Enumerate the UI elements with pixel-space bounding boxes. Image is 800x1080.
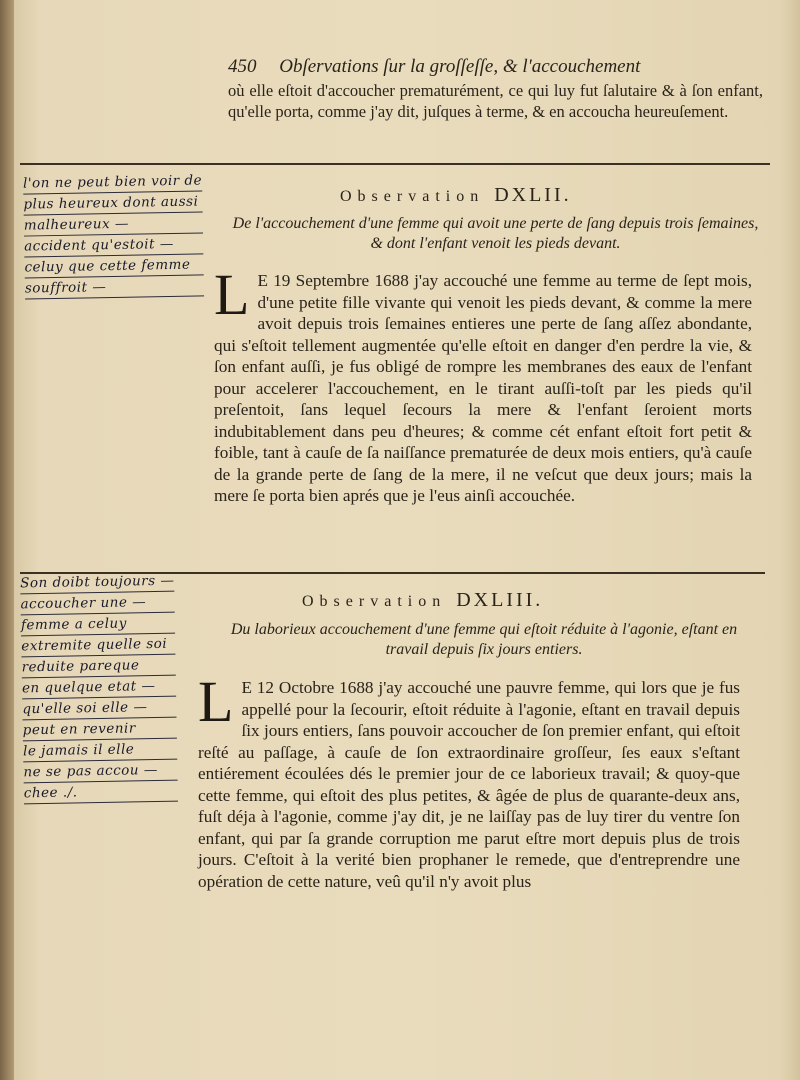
- observation-2-subtitle: Du laborieux accouchement d'une femme qui eſtoit réduite à l'agonie, eſtant en travail depuis ſix jours entiers.: [230, 621, 738, 658]
- observation-2-title: [302, 589, 543, 612]
- observation-2-text: E 12 Octobre 1688 j'ay accouché une pauvre femme, qui lors que je fus appellé pour la ſecourir, eſtoit réduite à l'agonie, eſtant en travail depuis ſix jours entiers, ſans pouvoir accoucher de ſon premier enfant, qui eſtoit reſté au paſſage, à cauſe de ſon extraordinaire groſſeur, ſes eaux s'eſtant entiérement écoulées dés le premier jour de ce laborieux travail; & quoy-que cette femme, qui eſtoit des plus petites, & âgée de plus de quarante-deux ans, fuſt déja à l'agonie, comme j'ay dit, je ne laiſſay pas de luy tirer du ventre ſon enfant, qui par ſa grande corruption me parut eſtre mort depuis plus de trois jours. C'eſtoit à la verité bien prophaner le remede, que d'entreprendre une opération de cette nature, veû qu'il n'y avoit plus: [198, 678, 740, 891]
- note-2-line: femme a celuy: [21, 613, 176, 637]
- note-2-line: qu'elle soi elle —: [22, 697, 177, 721]
- note-2-line: chee ./.: [24, 781, 179, 805]
- note-1-line: malheureux —: [24, 212, 203, 236]
- note-2-line: peut en revenir: [23, 718, 178, 742]
- note-1-line: souffroit —: [25, 275, 204, 299]
- note-2-line: accoucher une —: [20, 592, 175, 616]
- note-1-line: accident qu'estoit —: [24, 233, 203, 257]
- note-1-line: celuy que cette femme: [24, 254, 203, 278]
- observation-1-text: E 19 Septembre 1688 j'ay accouché une femme au terme de ſept mois, d'une petite fille vivante qui venoit les pieds devant, & comme la mere avoit depuis trois ſemaines entieres une perte de ſang aſſez abondante, qui s'eſtoit tellement augmentée qu'elle eſtoit en danger d'en perdre la vie, & ſon enfant auſſi, je fus obligé de rompre les membranes des eaux de l'enfant pour accelerer l'accouchement, en le tirant auſſi-toſt par les pieds qu'il preſentoit, ſans lequel ſecours la mere & l'enfant ſeroient morts indubitablement dans peu d'heures; & comme cét enfant eſtoit fort petit & foible, tant à cauſe de ſa naiſſance prematurée de deux mois entiers, qu'à cauſe de la grande perte de ſang de la mere, il ne veſcut que deux jours; mais la mere ſe porta bien aprés que je l'eus ainſi accouchée.: [214, 271, 752, 505]
- observation-1-label: Observation: [340, 188, 485, 205]
- observation-1-dropcap: L: [214, 262, 250, 327]
- intro-paragraph: où elle eſtoit d'accoucher prematurément, ce qui luy fut ſalutaire & à ſon enfant, qu'elle porta, comme j'ay dit, juſques à terme, & en accoucha heureuſement.: [228, 81, 763, 121]
- observation-1-body: [214, 262, 752, 507]
- note-2-line: extremite quelle soi: [21, 634, 176, 658]
- note-2-line: le jamais il elle: [23, 739, 178, 763]
- observation-1-number: DXLII.: [494, 184, 572, 206]
- running-title: Obſervations ſur la groſſeſſe, & l'accouchement: [279, 56, 641, 77]
- note-2-line: en quelque etat —: [22, 676, 177, 700]
- note-2-line: reduite pareque: [21, 655, 176, 679]
- observation-2-body: [198, 669, 740, 892]
- page-number: 450: [228, 56, 257, 77]
- note-1-line: plus heureux dont aussi: [23, 191, 202, 215]
- observation-2-dropcap: L: [198, 669, 234, 734]
- note-2-line: ne se pas accou —: [23, 760, 178, 784]
- note-2-line: Son doibt toujours —: [20, 571, 175, 595]
- observation-1-subtitle: De l'accouchement d'une femme qui avoit une perte de ſang depuis trois ſemaines, & dont l'enfant venoit les pieds devant.: [232, 215, 759, 252]
- observation-2-number: DXLIII.: [456, 589, 544, 611]
- note-1-line: l'on ne peut bien voir de: [23, 170, 202, 194]
- page-header: [228, 56, 748, 78]
- handwritten-margin-note-2: [20, 571, 178, 805]
- handwritten-margin-note-1: [23, 170, 204, 299]
- section-divider-1: [20, 163, 770, 165]
- observation-2-label: Observation: [302, 593, 447, 610]
- book-spine: [0, 0, 14, 1080]
- observation-1-title: [340, 184, 572, 207]
